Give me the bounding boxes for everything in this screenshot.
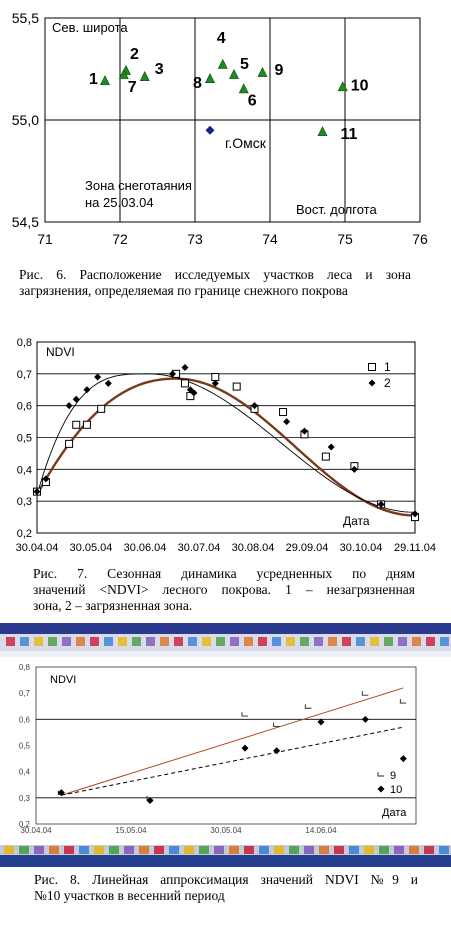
x-tick-label: 30.04.04 <box>20 826 52 835</box>
toolbar-icon <box>244 637 253 646</box>
trend-line <box>37 374 415 513</box>
toolbar-icon <box>328 637 337 646</box>
diamond-marker <box>328 444 335 451</box>
y-tick-label: 0,2 <box>16 528 32 540</box>
x-tick-label: 30.06.04 <box>123 542 167 554</box>
toolbar-icon <box>34 637 43 646</box>
toolbar-icon <box>118 637 127 646</box>
x-tick-label: 30.05.04 <box>69 542 113 554</box>
y-tick-label: 0,8 <box>18 663 30 672</box>
toolbar-icon <box>274 846 284 854</box>
toolbar-icon <box>439 846 449 854</box>
point-label: 5 <box>240 56 249 74</box>
toolbar-icon <box>229 846 239 854</box>
diamond-marker <box>73 396 80 403</box>
toolbar-icon <box>169 846 179 854</box>
triangle-marker <box>218 59 227 68</box>
toolbar-icon <box>199 846 209 854</box>
toolbar-icon <box>412 637 421 646</box>
y-tick-label: 0,6 <box>16 400 32 413</box>
y-tick-label: 0,5 <box>16 432 32 445</box>
toolbar-icon <box>304 846 314 854</box>
toolbar-icon <box>300 637 309 646</box>
legend-label: 9 <box>390 770 397 782</box>
toolbar-icon <box>146 637 155 646</box>
x-tick-label: 30.10.04 <box>339 542 383 554</box>
y-tick-label: 0,8 <box>16 337 32 349</box>
diamond-marker <box>181 364 188 371</box>
y-tick-label: 55,0 <box>11 112 39 128</box>
square-marker <box>369 364 376 371</box>
toolbar-icon <box>214 846 224 854</box>
toolbar-icon <box>109 846 119 854</box>
toolbar-icon <box>370 637 379 646</box>
toolbar-icon <box>398 637 407 646</box>
x-tick-label: 29.11.04 <box>393 542 437 554</box>
toolbar-icon <box>409 846 419 854</box>
y-tick-label: 54,5 <box>11 214 39 230</box>
y-tick-label: 55,5 <box>11 10 39 26</box>
point-label: 6 <box>247 92 257 110</box>
triangle-marker <box>140 72 149 81</box>
triangle-marker <box>318 127 327 136</box>
square-marker <box>212 374 219 381</box>
toolbar-icon <box>64 846 74 854</box>
diamond-marker <box>94 374 101 381</box>
chart-title: NDVI <box>50 674 77 686</box>
square-marker <box>233 383 240 390</box>
toolbar-icon <box>20 637 29 646</box>
x-tick-label: 30.07.04 <box>177 542 221 554</box>
toolbar-icon <box>188 637 197 646</box>
toolbar-icon <box>394 846 404 854</box>
legend-label: 1 <box>384 360 391 374</box>
spreadsheet-toolbar-top <box>0 623 451 657</box>
toolbar-icon <box>139 846 149 854</box>
toolbar-icon <box>34 846 44 854</box>
square-marker <box>83 421 90 428</box>
point-label: 10 <box>350 77 369 95</box>
diamond-marker <box>206 126 215 135</box>
trend-line <box>37 379 415 516</box>
triangle-marker <box>258 68 267 77</box>
diamond-marker <box>283 418 290 425</box>
point-label: 11 <box>340 126 358 144</box>
y-tick-label: 0,4 <box>16 464 32 477</box>
toolbar-icon <box>244 846 254 854</box>
square-marker <box>73 421 80 428</box>
toolbar-icon <box>4 846 14 854</box>
toolbar-icon <box>356 637 365 646</box>
toolbar-icon <box>424 846 434 854</box>
toolbar-icon <box>160 637 169 646</box>
x-axis-label: Дата <box>343 514 370 528</box>
x-tick-label: 30.04.04 <box>15 542 59 554</box>
point-label: 9 <box>274 62 284 80</box>
figure7-ndvi-season-chart <box>0 330 451 570</box>
figure7-caption-line1: Рис. 7. Сезонная динамика усредненных по дням <box>33 566 415 581</box>
zone-label-line2: на 25.03.04 <box>85 195 154 210</box>
toolbar-icon <box>342 637 351 646</box>
toolbar-icon <box>289 846 299 854</box>
toolbar-icon <box>349 846 359 854</box>
x-tick-label: 73 <box>187 231 203 247</box>
figure8-caption-line2: №10 участков в весенний период <box>34 888 225 903</box>
triangle-marker <box>101 76 110 85</box>
x-tick-label: 30.08.04 <box>231 542 275 554</box>
x-tick-label: 30.05.04 <box>210 826 242 835</box>
point-label: 7 <box>127 79 137 97</box>
x-axis-label: Дата <box>382 807 407 819</box>
toolbar-icon <box>94 846 104 854</box>
triangle-marker <box>206 74 215 83</box>
city-label: г.Омск <box>225 135 266 151</box>
square-marker <box>66 440 73 447</box>
figure6-caption-line1: Рис. 6. Расположение исследуемых участков леса и зона <box>19 267 411 282</box>
y-tick-label: 0,7 <box>16 368 32 381</box>
toolbar-icon <box>364 846 374 854</box>
legend-label: 2 <box>384 376 391 390</box>
square-marker <box>322 453 329 460</box>
zone-label-line1: Зона снеготаяния <box>85 178 192 193</box>
toolbar-icon <box>426 637 435 646</box>
y-axis-label: Сев. широта <box>52 20 128 35</box>
toolbar-icon <box>286 637 295 646</box>
point-label: 8 <box>193 75 202 93</box>
toolbar-icon <box>334 846 344 854</box>
x-axis-label: Вост. долгота <box>296 202 377 217</box>
toolbar-icon <box>48 637 57 646</box>
y-tick-label: 0,2 <box>18 820 30 829</box>
toolbar-icon <box>272 637 281 646</box>
figure8-linear-approx-chart <box>0 657 451 845</box>
toolbar-icon <box>76 637 85 646</box>
y-tick-label: 0,5 <box>18 741 30 751</box>
x-tick-label: 14.06.04 <box>305 826 337 835</box>
x-tick-label: 75 <box>337 231 353 247</box>
diamond-marker <box>66 402 73 409</box>
y-tick-label: 0,4 <box>18 767 30 777</box>
toolbar-icon <box>440 637 449 646</box>
y-tick-label: 0,7 <box>18 689 30 699</box>
figure6-map-chart <box>0 0 451 270</box>
chart-title: NDVI <box>46 345 75 359</box>
point-label: 1 <box>89 71 98 89</box>
figure7-caption-line2: значений <NDVI> лесного покрова. 1 – незагрязненная <box>33 582 415 597</box>
diamond-marker <box>83 386 90 393</box>
point-label: 3 <box>154 61 164 79</box>
toolbar-icon <box>202 637 211 646</box>
toolbar-icon <box>379 846 389 854</box>
toolbar-icon <box>6 637 15 646</box>
diamond-marker <box>105 380 112 387</box>
toolbar-icon <box>384 637 393 646</box>
toolbar-icon <box>132 637 141 646</box>
triangle-marker <box>338 82 347 91</box>
y-tick-label: 0,6 <box>18 715 30 725</box>
figure7-caption-line3: зона, 2 – загрязненная зона. <box>33 598 193 613</box>
y-tick-label: 0,3 <box>18 793 30 803</box>
toolbar-icon <box>62 637 71 646</box>
toolbar-icon <box>216 637 225 646</box>
toolbar-icon <box>259 846 269 854</box>
toolbar-icon <box>104 637 113 646</box>
toolbar-icon <box>319 846 329 854</box>
figure8-caption-line1: Рис. 8. Линейная аппроксимация значений NDVI №9 и <box>34 872 418 887</box>
toolbar-icon <box>184 846 194 854</box>
toolbar-icon <box>79 846 89 854</box>
square-marker <box>280 409 287 416</box>
toolbar-icon <box>230 637 239 646</box>
figure6-caption-line2: загрязнения, определяемая по границе снежного покрова <box>19 283 348 298</box>
x-tick-label: 29.09.04 <box>285 542 329 554</box>
square-marker <box>181 380 188 387</box>
y-tick-label: 0,3 <box>16 496 32 509</box>
toolbar-icon <box>19 846 29 854</box>
x-tick-label: 74 <box>262 231 278 247</box>
legend-label: 10 <box>390 784 403 796</box>
triangle-marker <box>230 70 239 79</box>
toolbar-icon <box>124 846 134 854</box>
toolbar-icon <box>174 637 183 646</box>
toolbar-icon <box>258 637 267 646</box>
x-tick-label: 72 <box>112 231 128 247</box>
point-label: 2 <box>130 46 139 64</box>
toolbar-icon <box>90 637 99 646</box>
toolbar-icon <box>49 846 59 854</box>
x-tick-label: 15.05.04 <box>115 826 147 835</box>
toolbar-icon <box>314 637 323 646</box>
x-tick-label: 71 <box>37 231 53 247</box>
x-tick-label: 76 <box>412 231 428 247</box>
square-marker <box>98 405 105 412</box>
toolbar-icon <box>154 846 164 854</box>
diamond-marker <box>369 380 376 387</box>
point-label: 4 <box>216 29 226 47</box>
windows-taskbar <box>0 845 451 867</box>
